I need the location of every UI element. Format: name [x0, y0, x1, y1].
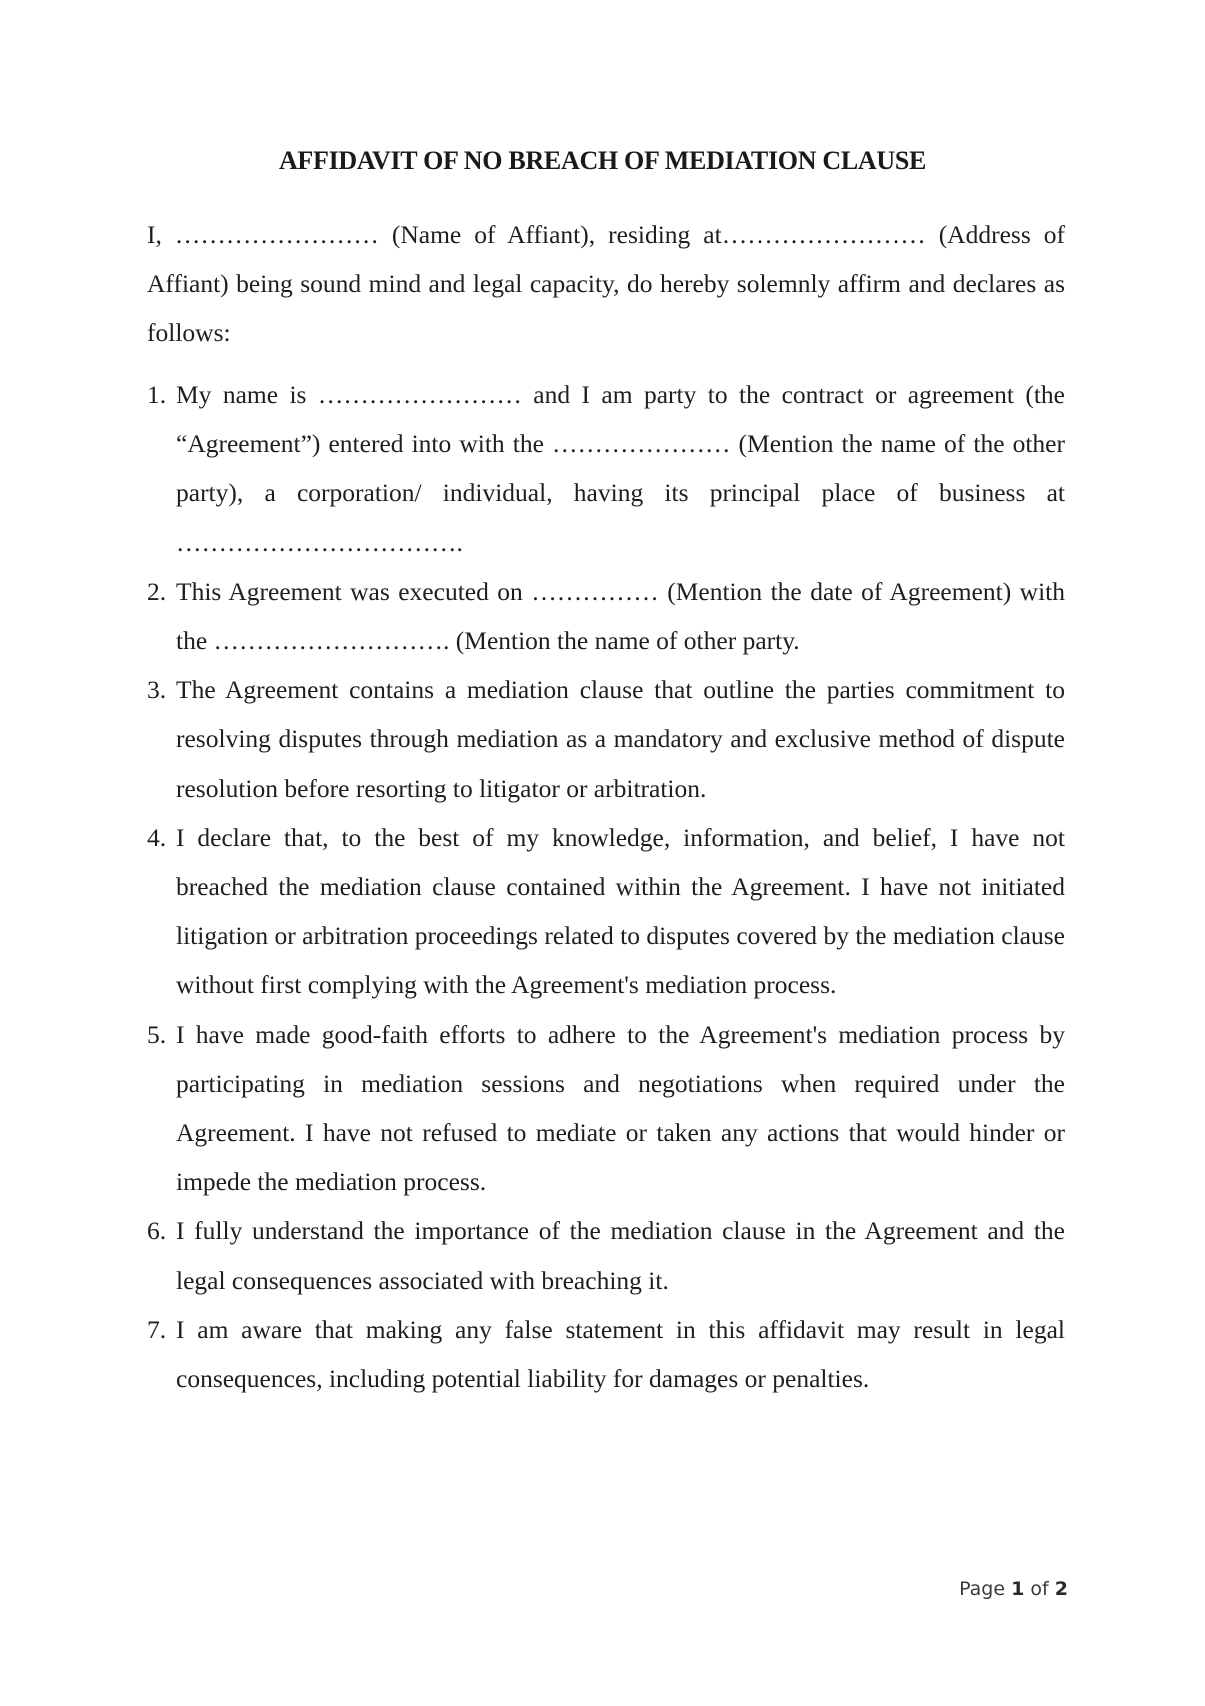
item-number: 6. — [147, 1216, 167, 1246]
item-number: 4. — [147, 822, 167, 852]
declaration-item — [147, 813, 1065, 1010]
page-number-footer — [959, 1578, 1068, 1600]
item-text: I am aware that making any false statement in this affidavit may result in legal consequences, including potential liability for damages or penalties. — [176, 1314, 1065, 1394]
declarations-list — [147, 370, 1065, 1403]
declaration-item — [147, 370, 1065, 567]
total-pages-number: 2 — [1054, 1578, 1068, 1600]
document-title: AFFIDAVIT OF NO BREACH OF MEDIATION CLAUSE — [278, 146, 927, 175]
current-page-number: 1 — [1011, 1578, 1025, 1600]
item-text: I have made good-faith efforts to adhere to the Agreement's mediation process by participating in mediation sessions and negotiations when required under the Agreement. I have not refused to mediate or taken any actions that would hinder or impede the mediation process. — [176, 1019, 1065, 1197]
item-number: 7. — [147, 1314, 167, 1344]
item-number: 3. — [147, 675, 167, 705]
declaration-item — [147, 1206, 1065, 1304]
item-number: 1. — [147, 380, 167, 409]
declaration-item — [147, 1010, 1065, 1207]
declaration-item — [147, 1305, 1065, 1403]
page-label: Page — [959, 1578, 1006, 1600]
of-label: of — [1030, 1578, 1049, 1600]
item-number: 5. — [147, 1019, 167, 1049]
item-text: I fully understand the importance of the mediation clause in the Agreement and the legal consequences associated with breaching it. — [176, 1216, 1065, 1295]
item-text: This Agreement was executed on …………… (Mention the date of Agreement) with the ………………………. (Mention the name of other party. — [176, 576, 1065, 656]
item-text: The Agreement contains a mediation clause that outline the parties commitment to resolving disputes through mediation as a mandatory and exclusive method of dispute resolution before resorting to litigator or arbitration. — [176, 675, 1065, 803]
item-number: 2. — [147, 576, 167, 606]
declaration-item — [147, 665, 1065, 813]
intro-paragraph: I, …………………… (Name of Affiant), residing at…………………… (Address of Affiant) being sound mind and legal capacity, do hereby solemnly affirm and declares as follows: — [147, 220, 1065, 347]
declaration-item — [147, 567, 1065, 665]
item-text: My name is …………………… and I am party to the contract or agreement (the “Agreement”) entered into with the ………………… (Mention the name of the other party), a corporation/ individual, having its principal place of business at ……………………………. — [176, 380, 1065, 557]
item-text: I declare that, to the best of my knowledge, information, and belief, I have not breached the mediation clause contained within the Agreement. I have not initiated litigation or arbitration proceedings related to disputes covered by the mediation clause without first complying with the Agreement's mediation process. — [176, 822, 1065, 1000]
